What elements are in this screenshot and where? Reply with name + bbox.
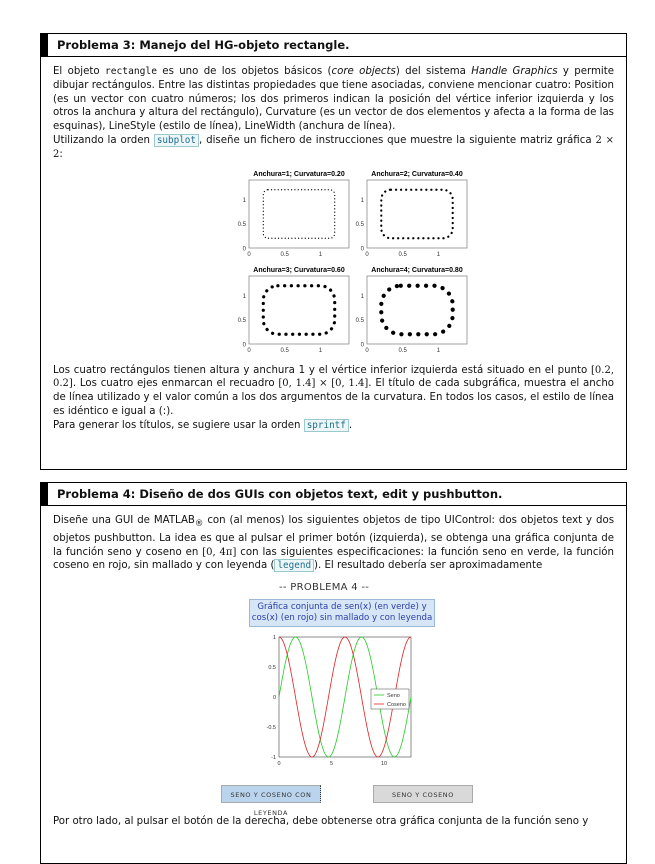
x-tick-label: 0.5 [280,251,289,258]
problem-3-header [41,34,626,57]
problem-3-paragraph-1: El objeto rectangle es uno de los objetos básicos (core objects) del sistema Handle Graphics y permite dibujar rectángulos. Entre las distintas propiedades que tiene asociadas, conviene mencionar cuatro: Position (es un vector con cuatro números; los dos primeros indican la posición del vértice inferior izquierda y los otros la anchura y altura del rectángulo), Curvature (es un vector de dos elementos y afecta a la forma de las esquinas), LineStyle (estilo de línea), LineWidth (anchura de línea). [53,66,615,133]
sin-cos-plot [53,579,614,809]
y-tick-label: 1 [360,197,364,204]
x-tick-label: 0 [365,347,369,354]
y-tick-label: -0.5 [266,725,276,732]
y-tick-label: 0 [360,246,364,253]
y-tick-label: 1 [272,635,276,642]
problem-3-box [40,33,627,470]
plot-legend [371,689,409,709]
x-tick-label: 0 [247,251,251,258]
problem-3-title: Problema 3: Manejo del HG-objeto rectangle. [57,38,350,52]
problem-4-paragraph-2: Por otro lado, al pulsar el botón de la derecha, debe obtenerse otra gráfica conjunta de la función seno y [53,816,589,828]
y-tick-label: 0 [272,695,276,702]
keyword-legend: legend [274,559,314,572]
legend-label-coseno: Coseno [387,702,406,709]
subplot-grid-figure [53,164,614,360]
y-tick-label: 0.5 [237,317,246,324]
seno-coseno-button[interactable]: SENO Y COSENO [373,785,473,803]
y-tick-label: 0 [360,342,364,349]
subplot-title: Anchura=3; Curvatura=0.60 [253,266,345,274]
x-tick-label: 0.5 [398,347,407,354]
subplot-panel-2 [356,171,467,258]
subplot-title: Anchura=2; Curvatura=0.40 [371,170,463,178]
problem-4-header [41,483,626,506]
y-tick-label: 1 [242,197,246,204]
problem-4-box [40,482,627,864]
subplot-title: Anchura=4; Curvatura=0.80 [371,266,463,274]
problem-3-paragraph-4: Para generar los títulos, se sugiere usar la orden sprintf . [53,419,353,431]
subplot-title: Anchura=1; Curvatura=0.20 [253,170,345,178]
y-tick-label: 0.5 [355,317,364,324]
keyword-sprintf: sprintf [304,419,349,432]
y-tick-label: 1 [242,293,246,300]
header-bar [41,34,48,56]
subplot-axes [249,180,349,248]
gui-title: -- PROBLEMA 4 -- [279,582,370,594]
subplot-panel-3 [238,267,349,354]
y-tick-label: 0 [242,246,246,253]
problem-3-paragraph-3: Los cuatro rectángulos tienen altura y anchura 1 y el vértice inferior izquierda está situado en el punto [0.2, 0.2]. Los cuatro ejes enmarcan el recuadro [0, 1.4] × [0, 1.4]. El título de cada subgráfica, muestra el ancho de línea utilizado y el valor común a los dos argumentos de la curvatura. En todos los casos, el estilo de línea es idéntico e igual a (:). [53,364,615,417]
problem-4-paragraph-1: Diseñe una GUI de $MATLAB_®$ con (al menos) los siguientes objetos de tipo UIControl: dos objetos text y dos objetos pushbutton. La idea es que al pulsar el primer botón (izquierda), se obtenga una gráfica conjunta de la función seno y coseno en [0, 4π] con las siguientes especificaciones: la función seno en verde, la función coseno en rojo, sin mallado y con leyenda ( legend ). El resultado debería ser aproximadamente [53,515,615,572]
x-tick-label: 10 [380,761,388,768]
header-bar [41,483,48,505]
y-tick-label: -1 [271,755,276,762]
gui-figure [53,579,614,818]
x-tick-label: 0 [365,251,369,258]
x-tick-label: 0.5 [398,251,407,258]
problem-4-title: Problema 4: Diseño de dos GUIs con objetos text, edit y pushbutton. [57,487,503,501]
legend-label-seno: Seno [387,693,400,700]
problem-3-paragraph-2: Utilizando la orden subplot , diseñe un fichero de instrucciones que muestre la siguiente matriz gráfica 2 × 2: [53,134,614,160]
x-tick-label: 1 [318,251,323,258]
y-tick-label: 1 [360,293,364,300]
x-tick-label: 0.5 [280,347,289,354]
x-tick-label: 1 [318,347,323,354]
seno-coseno-leyenda-button[interactable]: SENO Y COSENO CON LEYENDA [221,785,321,803]
x-tick-label: 5 [329,761,334,768]
subplot-panel-4 [356,267,467,354]
x-tick-label: 0 [247,347,251,354]
subplot-grid-svg [53,164,614,360]
y-tick-label: 0.5 [355,221,364,228]
gui-text-banner: Gráfica conjunta de sen(x) (en verde) y cos(x) (en rojo) sin mallado y con leyenda [249,599,435,627]
y-tick-label: 0 [242,342,246,349]
y-tick-label: 0.5 [268,665,276,672]
x-tick-label: 1 [436,251,441,258]
x-tick-label: 1 [436,347,441,354]
subplot-panel-1 [238,171,349,258]
keyword-subplot: subplot [154,134,199,147]
x-tick-label: 0 [277,761,281,768]
y-tick-label: 0.5 [237,221,246,228]
code-rectangle: rectangle [104,66,157,77]
